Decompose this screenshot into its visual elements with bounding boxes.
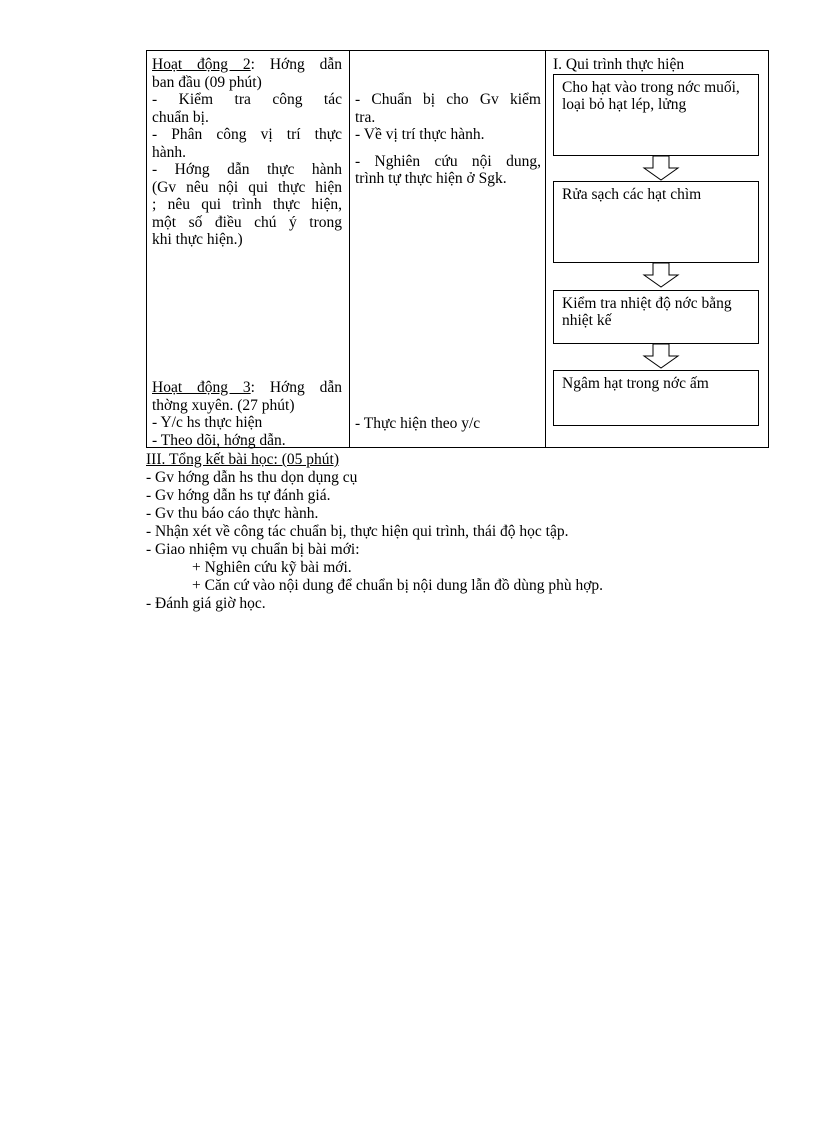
activity-3-title: Hoạt động 3 (152, 379, 251, 396)
summary-item: - Gv hớng dẫn hs thu dọn dụng cụ (146, 469, 358, 486)
teacher-activity-3 (152, 379, 342, 449)
process-step-4: Ngâm hạt trong nớc ấm (553, 370, 759, 426)
teacher-item: (Gv nêu nội qui thực hiện (152, 178, 342, 196)
activity-3-duration: thờng xuyên. (27 phút) (152, 396, 295, 414)
teacher-item: chuẩn bị. (152, 108, 209, 126)
student-activity-3 (355, 415, 541, 433)
process-heading: I. Qui trình thực hiện (553, 56, 685, 73)
process-step-3: Kiểm tra nhiệt độ nớc bằng nhiệt kế (553, 290, 759, 344)
summary-heading: III. Tổng kết bài học: (05 phút) (146, 451, 339, 468)
process-step-2: Rửa sạch các hạt chìm (553, 181, 759, 263)
lesson-summary (146, 451, 786, 613)
activity-2-title: Hoạt động 2 (152, 56, 251, 73)
activity-2-duration: ban đầu (09 phút) (152, 73, 262, 91)
down-arrow-icon (641, 156, 681, 181)
down-arrow-icon (641, 344, 681, 369)
teacher-item: - Y/c hs thực hiện (152, 414, 263, 431)
activity-3-title-rest: : Hớng dẫn (250, 379, 342, 396)
teacher-activity-2 (152, 56, 342, 249)
column-divider (349, 51, 350, 447)
summary-subitem: + Nghiên cứu kỹ bài mới. (192, 559, 352, 576)
student-item: tra. (355, 108, 376, 126)
student-item: - Nghiên cứu nội dung, (355, 152, 541, 170)
summary-item: - Đánh giá giờ học. (146, 595, 266, 612)
teacher-item: - Kiểm tra công tác (152, 91, 342, 108)
teacher-item: một số điều chú ý trong (152, 213, 342, 231)
summary-item: - Giao nhiệm vụ chuẩn bị bài mới: (146, 541, 360, 558)
teacher-item: - Hớng dẫn thực hành (152, 161, 342, 178)
activity-2-heading (152, 56, 342, 74)
student-item: - Thực hiện theo y/c (355, 415, 481, 432)
teacher-item: khi thực hiện.) (152, 231, 243, 248)
activity-2-title-rest: : Hớng dẫn (250, 56, 342, 73)
student-activity-2 (355, 91, 541, 188)
student-item: - Chuẩn bị cho Gv kiểm (355, 91, 541, 108)
student-item: - Về vị trí thực hành. (355, 126, 485, 143)
teacher-item: - Theo dõi, hớng dẫn. (152, 431, 286, 449)
down-arrow-icon (641, 263, 681, 288)
process-step-1: Cho hạt vào trong nớc muối, loại bỏ hạt lép, lửng (553, 74, 759, 156)
summary-subitem: + Căn cứ vào nội dung để chuẩn bị nội dung lẫn đồ dùng phù hợp. (192, 577, 604, 594)
summary-item: - Gv hớng dẫn hs tự đánh giá. (146, 487, 331, 504)
summary-item: - Gv thu báo cáo thực hành. (146, 505, 319, 522)
spacer (355, 144, 541, 153)
lesson-table (146, 50, 769, 448)
student-item: trình tự thực hiện ở Sgk. (355, 170, 507, 187)
summary-item: - Nhận xét về công tác chuẩn bị, thực hiện qui trình, thái độ học tập. (146, 523, 569, 540)
column-divider (545, 51, 546, 447)
activity-3-heading (152, 379, 342, 397)
teacher-item: hành. (152, 143, 187, 161)
teacher-item: ; nêu qui trình thực hiện, (152, 196, 342, 213)
teacher-item: - Phân công vị trí thực (152, 126, 342, 143)
